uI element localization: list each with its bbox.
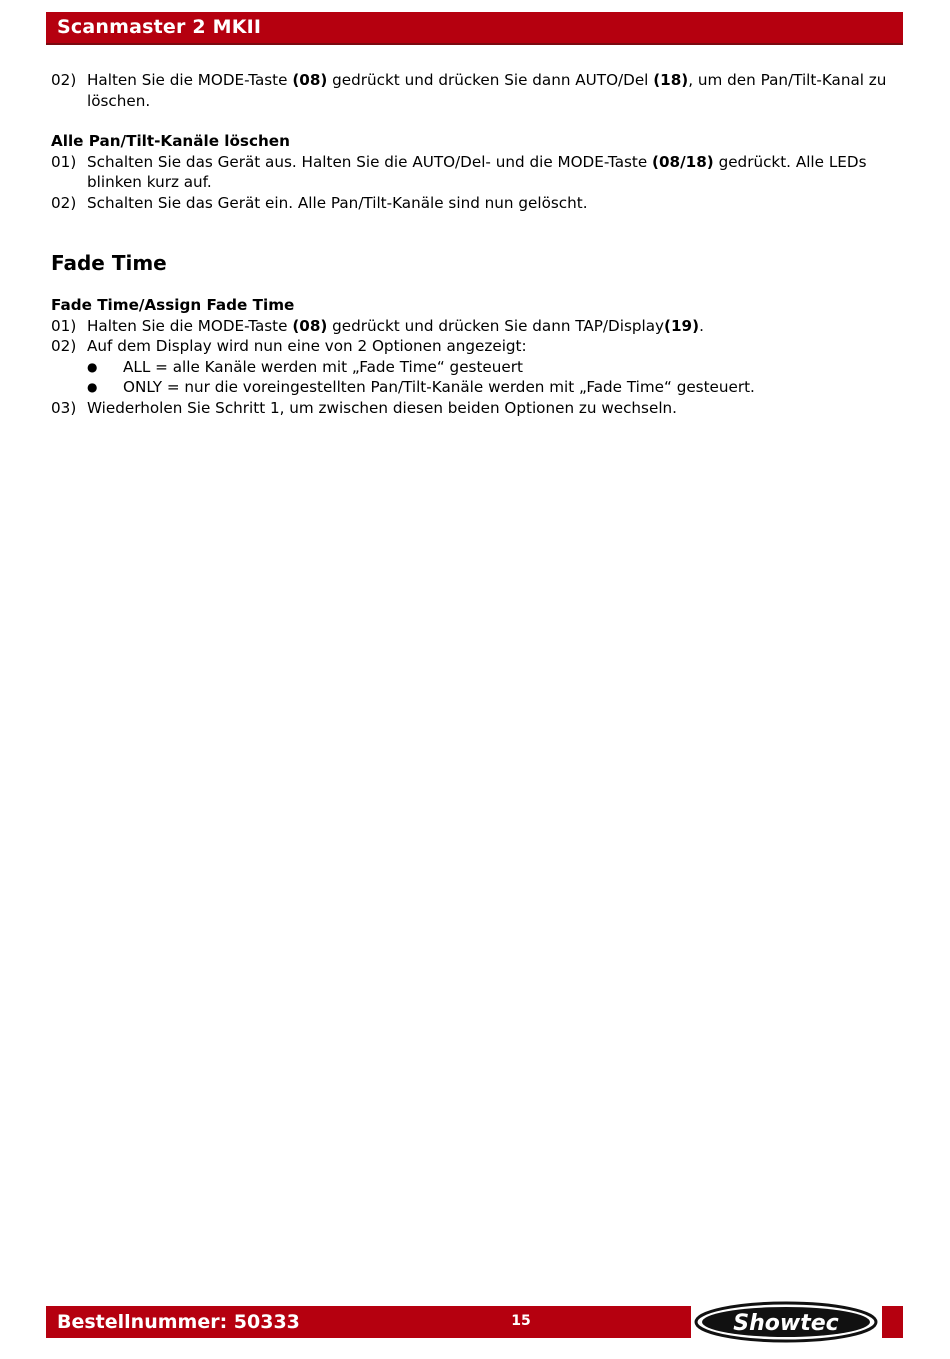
text-run: Halten Sie die MODE-Taste	[87, 71, 293, 89]
text-run: , um den Pan/Tilt-Kanal zu löschen.	[87, 71, 887, 110]
subheading-delete-all: Alle Pan/Tilt-Kanäle löschen	[51, 132, 290, 150]
text-run: gedrückt und drücken Sie dann AUTO/Del	[327, 71, 654, 89]
step-text: Auf dem Display wird nun eine von 2 Optionen angezeigt:	[87, 337, 527, 355]
step-number: 01)	[51, 316, 77, 335]
footer-bar	[46, 1306, 691, 1338]
step-item	[51, 193, 911, 214]
header-bar	[46, 12, 903, 45]
key-ref: (08)	[292, 71, 328, 89]
step-text	[87, 70, 911, 111]
subheading-assign-fade-time: Fade Time/Assign Fade Time	[51, 296, 295, 314]
key-ref: (08)	[292, 316, 328, 335]
step-item	[51, 336, 911, 357]
footer-bar-end	[882, 1306, 903, 1338]
text-run: .	[699, 316, 704, 335]
step-item	[51, 70, 911, 111]
bullet-icon: ●	[87, 359, 98, 374]
page-number: 15	[511, 1313, 531, 1329]
logo-text: Showtec	[733, 1311, 839, 1336]
text-run: gedrückt. Alle LEDs blinken kurz auf.	[87, 152, 867, 191]
showtec-logo	[693, 1301, 879, 1343]
page-content	[51, 70, 911, 418]
step-number: 02)	[51, 71, 77, 89]
section-title-fade-time: Fade Time	[51, 251, 167, 275]
step-text: Wiederholen Sie Schritt 1, um zwischen diesen beiden Optionen zu wechseln.	[87, 398, 677, 417]
text-run: Schalten Sie das Gerät aus. Halten Sie die AUTO/Del- und die MODE-Taste	[87, 152, 653, 171]
bullet-item	[51, 377, 911, 398]
step-number: 01)	[51, 152, 77, 171]
key-ref: (18)	[653, 71, 689, 89]
step-item	[51, 398, 911, 419]
step-item	[51, 152, 911, 193]
step-number: 03)	[51, 398, 77, 417]
step-number: 02)	[51, 193, 77, 212]
bullet-icon: ●	[87, 380, 98, 394]
text-run: Halten Sie die MODE-Taste	[87, 316, 293, 335]
step-text	[87, 316, 911, 337]
text-run: gedrückt und drücken Sie dann TAP/Display	[327, 316, 665, 335]
bullet-text: ALL = alle Kanäle werden mit „Fade Time“ gesteuert	[123, 357, 523, 376]
bullet-item	[51, 357, 911, 378]
step-text: Schalten Sie das Gerät ein. Alle Pan/Tilt-Kanäle sind nun gelöscht.	[87, 193, 588, 212]
key-ref: (08/18)	[652, 152, 714, 171]
step-number: 02)	[51, 337, 77, 355]
key-ref: (19)	[664, 316, 700, 335]
step-item	[51, 316, 911, 337]
bullet-text: ONLY = nur die voreingestellten Pan/Tilt-Kanäle werden mit „Fade Time“ gesteuert.	[123, 378, 755, 396]
order-number: Bestellnummer: 50333	[57, 1311, 300, 1333]
header-title: Scanmaster 2 MKII	[57, 16, 262, 38]
step-text	[87, 152, 911, 193]
